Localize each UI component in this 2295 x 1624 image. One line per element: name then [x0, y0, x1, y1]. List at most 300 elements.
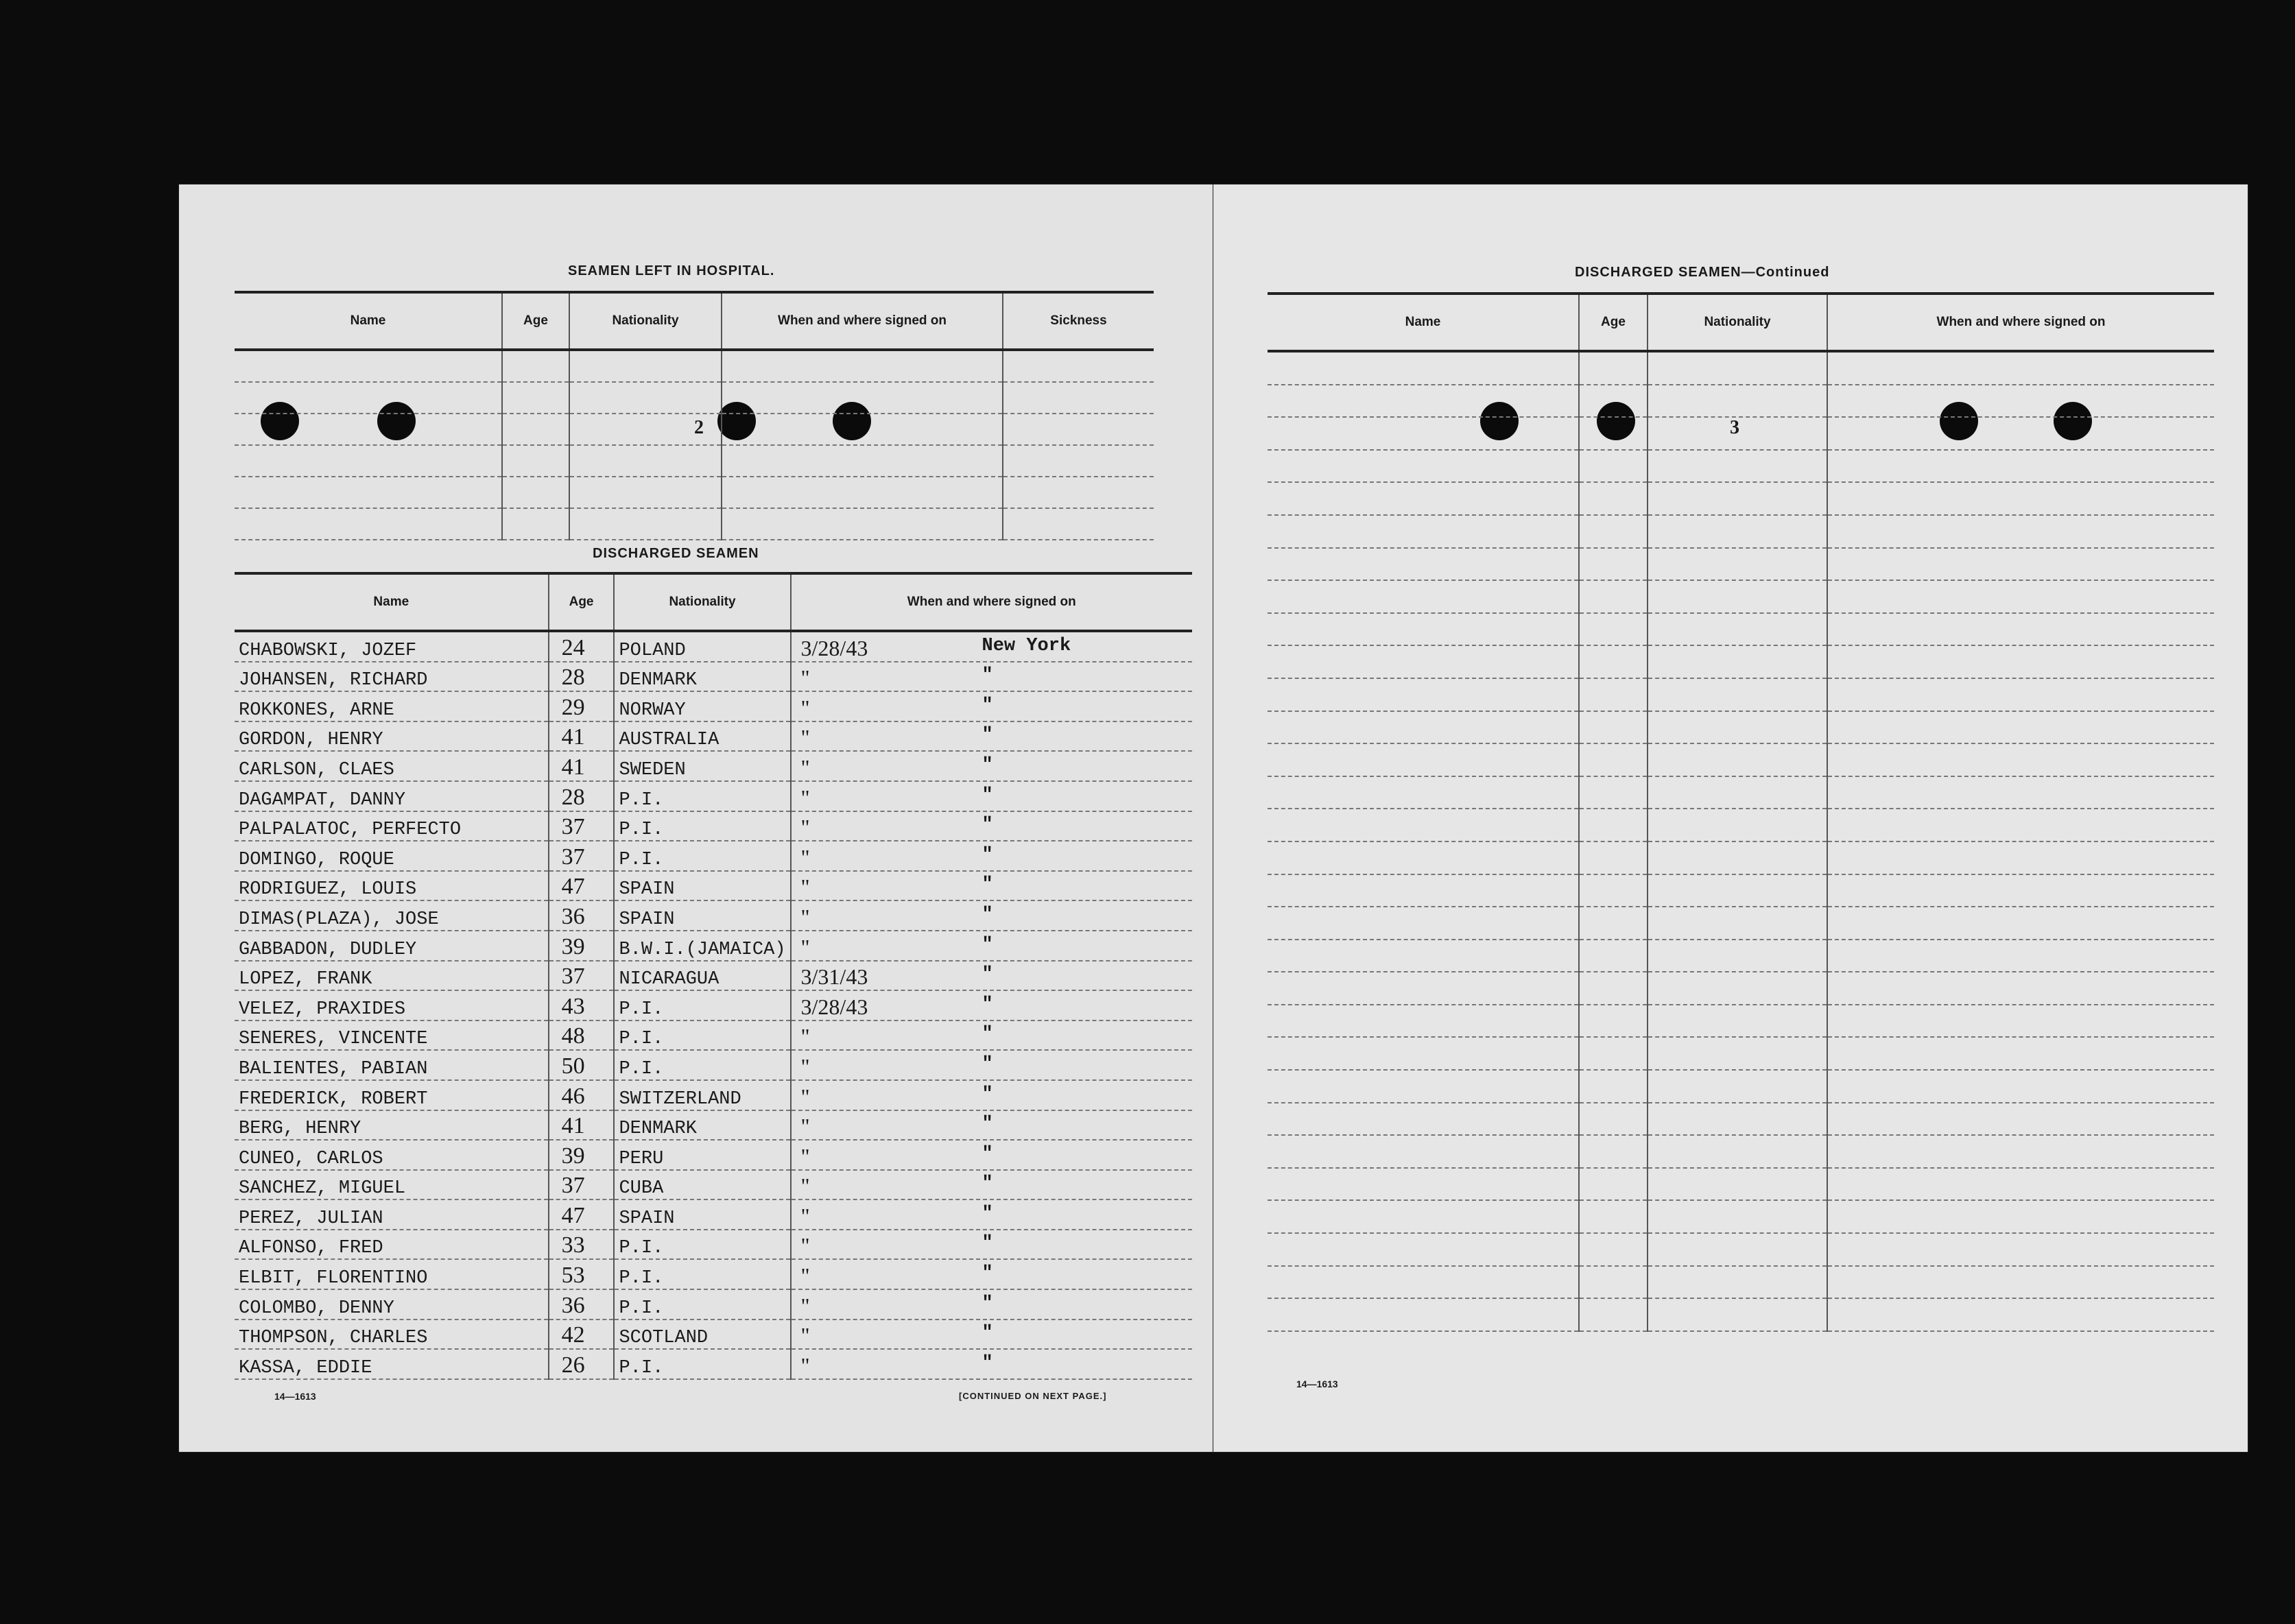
seaman-age: 43: [549, 990, 615, 1020]
seaman-age: 37: [549, 961, 615, 991]
table-cell: [1827, 776, 2214, 809]
signed-on-date: ": [800, 754, 810, 780]
table-row: [235, 1110, 1192, 1141]
signed-on-place: New York: [982, 635, 1071, 656]
table-cell: [1003, 445, 1154, 477]
signed-on-wrap: [796, 755, 1188, 780]
table-row: [1268, 645, 2214, 678]
table-row: [1268, 1070, 2214, 1103]
seaman-age: 28: [549, 662, 615, 692]
signed-on-wrap: [796, 964, 1188, 990]
table-cell: [1648, 417, 1827, 450]
table-cell: [1268, 1005, 1579, 1038]
table-cell: [1579, 417, 1648, 450]
table-cell: [1827, 548, 2214, 581]
signed-on-wrap: [796, 636, 1188, 661]
table-cell: [1268, 874, 1579, 907]
table-cell: [1579, 1005, 1648, 1038]
signed-on-place: ": [982, 1203, 993, 1224]
table-row: [1268, 1005, 2214, 1038]
table-cell: [1648, 1037, 1827, 1070]
signed-on-wrap: [796, 1353, 1188, 1378]
seaman-nationality: SPAIN: [614, 871, 790, 901]
seaman-age: 28: [549, 781, 615, 811]
signed-on-wrap: [796, 725, 1188, 750]
seaman-name: ALFONSO, FRED: [235, 1230, 549, 1260]
col-header-nationality: Nationality: [1648, 294, 1827, 351]
signed-on-place: ": [982, 994, 993, 1015]
table-cell: [1268, 1103, 1579, 1136]
signed-on-wrap: [796, 785, 1188, 811]
table-cell: [1268, 776, 1579, 809]
signed-on-cell: [791, 961, 1192, 991]
table-cell: [502, 382, 569, 414]
signed-on-place: ": [982, 1233, 993, 1254]
table-cell: [1827, 1037, 2214, 1070]
seaman-name: DAGAMPAT, DANNY: [235, 781, 549, 811]
table-cell: [1579, 1135, 1648, 1168]
seaman-name: VELEZ, PRAXIDES: [235, 990, 549, 1020]
signed-on-wrap: [796, 1323, 1188, 1348]
signed-on-wrap: [796, 845, 1188, 870]
signed-on-date: ": [800, 1203, 810, 1228]
form-number: 14—1613: [1296, 1378, 1338, 1389]
signed-on-wrap: [796, 695, 1188, 721]
table-row: [1268, 940, 2214, 972]
seaman-age: 47: [549, 1199, 615, 1230]
signed-on-wrap: [796, 905, 1188, 930]
seaman-name: ROKKONES, ARNE: [235, 691, 549, 721]
signed-on-wrap: [796, 815, 1188, 840]
table-row: [1268, 351, 2214, 385]
signed-on-place: ": [982, 1143, 993, 1165]
signed-on-date: ": [800, 1323, 810, 1348]
signed-on-place: ": [982, 695, 993, 716]
signed-on-date: ": [800, 934, 810, 959]
seaman-nationality: P.I.: [614, 811, 790, 841]
table-row: [1268, 841, 2214, 874]
table-cell: [1648, 548, 1827, 581]
table-cell: [1579, 1037, 1648, 1070]
signed-on-place: ": [982, 1352, 993, 1374]
table-cell: [1268, 907, 1579, 940]
signed-on-place: ": [982, 934, 993, 955]
table-cell: [1827, 743, 2214, 776]
table-cell: [1579, 1103, 1648, 1136]
seaman-nationality: NORWAY: [614, 691, 790, 721]
seaman-name: CUNEO, CARLOS: [235, 1140, 549, 1170]
seaman-age: 39: [549, 1140, 615, 1170]
signed-on-cell: [791, 751, 1192, 781]
signed-on-cell: [791, 631, 1192, 662]
table-cell: [1827, 809, 2214, 841]
discharged-table: [235, 572, 1192, 1380]
table-row: [235, 1199, 1192, 1230]
signed-on-place: ": [982, 1053, 993, 1075]
seaman-age: 41: [549, 721, 615, 752]
signed-on-date: ": [800, 815, 810, 840]
table-cell: [1579, 450, 1648, 483]
seaman-name: SENERES, VINCENTE: [235, 1020, 549, 1051]
seaman-name: JOHANSEN, RICHARD: [235, 662, 549, 692]
table-cell: [1827, 841, 2214, 874]
seaman-name: FREDERICK, ROBERT: [235, 1080, 549, 1110]
col-header-name: Name: [235, 292, 502, 350]
seaman-age: 36: [549, 1289, 615, 1320]
table-cell: [1003, 350, 1154, 382]
seaman-name: SANCHEZ, MIGUEL: [235, 1170, 549, 1200]
seaman-nationality: POLAND: [614, 631, 790, 662]
table-cell: [1268, 940, 1579, 972]
table-cell: [722, 382, 1003, 414]
table-row: [235, 445, 1154, 477]
table-cell: [1648, 1168, 1827, 1201]
table-cell: [722, 350, 1003, 382]
table-cell: [1579, 809, 1648, 841]
col-header-age: Age: [549, 573, 615, 631]
signed-on-cell: [791, 691, 1192, 721]
table-row: [1268, 743, 2214, 776]
table-row: [1268, 515, 2214, 548]
signed-on-cell: [791, 1110, 1192, 1141]
table-cell: [1827, 1070, 2214, 1103]
seaman-nationality: NICARAGUA: [614, 961, 790, 991]
signed-on-place: ": [982, 725, 993, 746]
table-cell: [1268, 1037, 1579, 1070]
table-cell: [1003, 508, 1154, 540]
table-cell: [235, 445, 502, 477]
table-cell: [722, 477, 1003, 508]
table-cell: [1648, 1233, 1827, 1266]
continued-note: [CONTINUED ON NEXT PAGE.]: [959, 1391, 1107, 1401]
table-row: [1268, 874, 2214, 907]
table-cell: [1648, 1266, 1827, 1299]
table-cell: [1648, 841, 1827, 874]
table-cell: [1827, 907, 2214, 940]
table-cell: [1579, 1070, 1648, 1103]
table-row: [235, 382, 1154, 414]
col-header-name: Name: [235, 573, 549, 631]
signed-on-place: ": [982, 1293, 993, 1314]
signed-on-wrap: [796, 1204, 1188, 1229]
signed-on-cell: [791, 1140, 1192, 1170]
signed-on-place: ": [982, 874, 993, 896]
table-cell: [569, 477, 722, 508]
seaman-age: 41: [549, 1110, 615, 1141]
signed-on-wrap: [796, 1233, 1188, 1258]
table-cell: [1827, 972, 2214, 1005]
seaman-age: 24: [549, 631, 615, 662]
signed-on-date: ": [800, 1233, 810, 1258]
signed-on-date: ": [800, 1024, 810, 1049]
seaman-age: 29: [549, 691, 615, 721]
table-cell: [1648, 482, 1827, 515]
seaman-nationality: DENMARK: [614, 662, 790, 692]
table-cell: [1579, 580, 1648, 613]
table-row: [235, 1289, 1192, 1320]
signed-on-wrap: [796, 1173, 1188, 1199]
seaman-nationality: P.I.: [614, 781, 790, 811]
seaman-nationality: P.I.: [614, 1230, 790, 1260]
table-row: [1268, 1103, 2214, 1136]
table-cell: [1648, 1070, 1827, 1103]
signed-on-date: ": [800, 874, 810, 900]
table-cell: [1579, 743, 1648, 776]
signed-on-cell: [791, 1170, 1192, 1200]
seaman-name: BALIENTES, PABIAN: [235, 1050, 549, 1080]
table-cell: [1648, 1200, 1827, 1233]
signed-on-place: ": [982, 815, 993, 836]
table-row: [235, 1259, 1192, 1289]
table-row: [235, 871, 1192, 901]
table-cell: [1579, 907, 1648, 940]
table-row: [235, 1170, 1192, 1200]
table-row: [1268, 385, 2214, 418]
seaman-name: GABBADON, DUDLEY: [235, 931, 549, 961]
table-cell: [1827, 1168, 2214, 1201]
col-header-age: Age: [502, 292, 569, 350]
table-row: [1268, 776, 2214, 809]
table-cell: [1648, 874, 1827, 907]
seaman-name: PEREZ, JULIAN: [235, 1199, 549, 1230]
signed-on-cell: [791, 1289, 1192, 1320]
table-cell: [1579, 1233, 1648, 1266]
discharged-continued-title: DISCHARGED SEAMEN—Continued: [1575, 265, 1830, 280]
seaman-age: 37: [549, 1170, 615, 1200]
discharged-section-title: DISCHARGED SEAMEN: [593, 546, 759, 561]
seaman-nationality: SWITZERLAND: [614, 1080, 790, 1110]
seaman-name: THOMPSON, CHARLES: [235, 1320, 549, 1350]
table-cell: [1827, 417, 2214, 450]
hospital-table: [235, 291, 1154, 540]
signed-on-wrap: [796, 874, 1188, 900]
seaman-nationality: P.I.: [614, 1020, 790, 1051]
signed-on-wrap: [796, 1084, 1188, 1110]
table-cell: [1579, 1266, 1648, 1299]
col-header-age: Age: [1579, 294, 1648, 351]
seaman-age: 50: [549, 1050, 615, 1080]
table-cell: [1648, 613, 1827, 646]
table-cell: [1648, 645, 1827, 678]
table-row: [1268, 907, 2214, 940]
table-cell: [1268, 743, 1579, 776]
table-cell: [722, 414, 1003, 445]
table-cell: [1579, 613, 1648, 646]
signed-on-place: ": [982, 1173, 993, 1195]
left-page: [178, 184, 1214, 1453]
signed-on-date: ": [800, 1263, 810, 1289]
col-header-signed-on: When and where signed on: [722, 292, 1003, 350]
seaman-age: 47: [549, 871, 615, 901]
signed-on-wrap: [796, 665, 1188, 691]
discharged-continued-table: [1268, 292, 2214, 1332]
signed-on-place: ": [982, 754, 993, 776]
signed-on-cell: [791, 1349, 1192, 1379]
table-cell: [1268, 1266, 1579, 1299]
seaman-name: LOPEZ, FRANK: [235, 961, 549, 991]
table-cell: [569, 508, 722, 540]
table-cell: [1268, 972, 1579, 1005]
seaman-age: 26: [549, 1349, 615, 1379]
table-row: [1268, 809, 2214, 841]
col-header-nationality: Nationality: [569, 292, 722, 350]
signed-on-cell: [791, 1020, 1192, 1051]
seaman-nationality: P.I.: [614, 1050, 790, 1080]
table-cell: [1268, 1168, 1579, 1201]
table-row: [235, 1020, 1192, 1051]
table-cell: [1579, 841, 1648, 874]
table-cell: [502, 508, 569, 540]
seaman-name: DIMAS(PLAZA), JOSE: [235, 900, 549, 931]
table-cell: [1827, 1135, 2214, 1168]
table-row: [1268, 580, 2214, 613]
table-cell: [1648, 776, 1827, 809]
hospital-section-title: SEAMEN LEFT IN HOSPITAL.: [568, 263, 775, 278]
signed-on-date: ": [800, 1053, 810, 1079]
seaman-age: 36: [549, 900, 615, 931]
table-cell: [1579, 874, 1648, 907]
table-row: [235, 1050, 1192, 1080]
table-cell: [1827, 385, 2214, 418]
table-row: [235, 691, 1192, 721]
table-row: [235, 1230, 1192, 1260]
table-row: [1268, 1298, 2214, 1331]
table-cell: [1648, 743, 1827, 776]
table-row: [235, 414, 1154, 445]
table-row: [235, 961, 1192, 991]
table-cell: [1579, 351, 1648, 385]
signed-on-wrap: [796, 1263, 1188, 1289]
table-cell: [1003, 414, 1154, 445]
seaman-nationality: SPAIN: [614, 900, 790, 931]
table-row: [235, 781, 1192, 811]
table-cell: [1268, 841, 1579, 874]
seaman-nationality: P.I.: [614, 841, 790, 871]
signed-on-wrap: [796, 935, 1188, 960]
table-row: [235, 990, 1192, 1020]
signed-on-place: ": [982, 1024, 993, 1045]
signed-on-date: 3/31/43: [800, 964, 868, 990]
seaman-nationality: SCOTLAND: [614, 1320, 790, 1350]
table-row: [1268, 678, 2214, 711]
signed-on-cell: [791, 721, 1192, 752]
table-cell: [235, 477, 502, 508]
table-row: [235, 841, 1192, 871]
table-cell: [1827, 515, 2214, 548]
seaman-nationality: P.I.: [614, 990, 790, 1020]
table-row: [235, 477, 1154, 508]
signed-on-date: ": [800, 695, 810, 720]
seaman-name: PALPALATOC, PERFECTO: [235, 811, 549, 841]
seaman-name: CARLSON, CLAES: [235, 751, 549, 781]
signed-on-date: 3/28/43: [800, 635, 868, 660]
table-row: [235, 811, 1192, 841]
signed-on-wrap: [796, 1054, 1188, 1079]
table-cell: [1648, 1135, 1827, 1168]
table-cell: [722, 445, 1003, 477]
signed-on-date: 3/28/43: [800, 994, 868, 1019]
table-cell: [569, 382, 722, 414]
seaman-name: KASSA, EDDIE: [235, 1349, 549, 1379]
table-cell: [569, 350, 722, 382]
table-cell: [1579, 548, 1648, 581]
signed-on-cell: [791, 1259, 1192, 1289]
table-cell: [1827, 874, 2214, 907]
table-cell: [1827, 1233, 2214, 1266]
table-cell: [1648, 972, 1827, 1005]
seaman-name: RODRIGUEZ, LOUIS: [235, 871, 549, 901]
signed-on-place: ": [982, 1263, 993, 1285]
table-cell: [1268, 548, 1579, 581]
table-cell: [1579, 482, 1648, 515]
table-cell: [1579, 776, 1648, 809]
signed-on-cell: [791, 811, 1192, 841]
table-cell: [1827, 1005, 2214, 1038]
seaman-nationality: SWEDEN: [614, 751, 790, 781]
table-cell: [1827, 1200, 2214, 1233]
table-cell: [1648, 809, 1827, 841]
table-cell: [1268, 417, 1579, 450]
table-cell: [1648, 1103, 1827, 1136]
table-cell: [1648, 351, 1827, 385]
seaman-nationality: P.I.: [614, 1349, 790, 1379]
table-cell: [502, 477, 569, 508]
signed-on-place: ": [982, 1084, 993, 1105]
table-cell: [1579, 940, 1648, 972]
table-row: [235, 1320, 1192, 1350]
table-cell: [1268, 1200, 1579, 1233]
seaman-nationality: AUSTRALIA: [614, 721, 790, 752]
signed-on-date: ": [800, 1293, 810, 1318]
table-row: [1268, 417, 2214, 450]
page-number: 3: [1730, 417, 1739, 438]
table-row: [1268, 1266, 2214, 1299]
table-cell: [1268, 351, 1579, 385]
table-row: [235, 751, 1192, 781]
signed-on-place: ": [982, 904, 993, 925]
table-cell: [1579, 1200, 1648, 1233]
seaman-nationality: DENMARK: [614, 1110, 790, 1141]
signed-on-date: ": [800, 665, 810, 691]
seaman-name: GORDON, HENRY: [235, 721, 549, 752]
signed-on-date: ": [800, 1084, 810, 1109]
form-number: 14—1613: [274, 1391, 316, 1402]
table-cell: [1827, 711, 2214, 744]
table-row: [1268, 1037, 2214, 1070]
table-cell: [502, 445, 569, 477]
table-cell: [1648, 940, 1827, 972]
seaman-age: 46: [549, 1080, 615, 1110]
table-row: [1268, 613, 2214, 646]
table-row: [235, 931, 1192, 961]
table-cell: [502, 414, 569, 445]
table-cell: [235, 508, 502, 540]
table-row: [1268, 711, 2214, 744]
col-header-sickness: Sickness: [1003, 292, 1154, 350]
table-cell: [1003, 382, 1154, 414]
table-cell: [1648, 711, 1827, 744]
table-cell: [1827, 1103, 2214, 1136]
col-header-nationality: Nationality: [614, 573, 790, 631]
table-cell: [1268, 1233, 1579, 1266]
table-row: [1268, 450, 2214, 483]
seaman-age: 48: [549, 1020, 615, 1051]
signed-on-date: ": [800, 725, 810, 750]
table-cell: [1827, 450, 2214, 483]
table-cell: [1579, 972, 1648, 1005]
seaman-nationality: CUBA: [614, 1170, 790, 1200]
seaman-name: ELBIT, FLORENTINO: [235, 1259, 549, 1289]
